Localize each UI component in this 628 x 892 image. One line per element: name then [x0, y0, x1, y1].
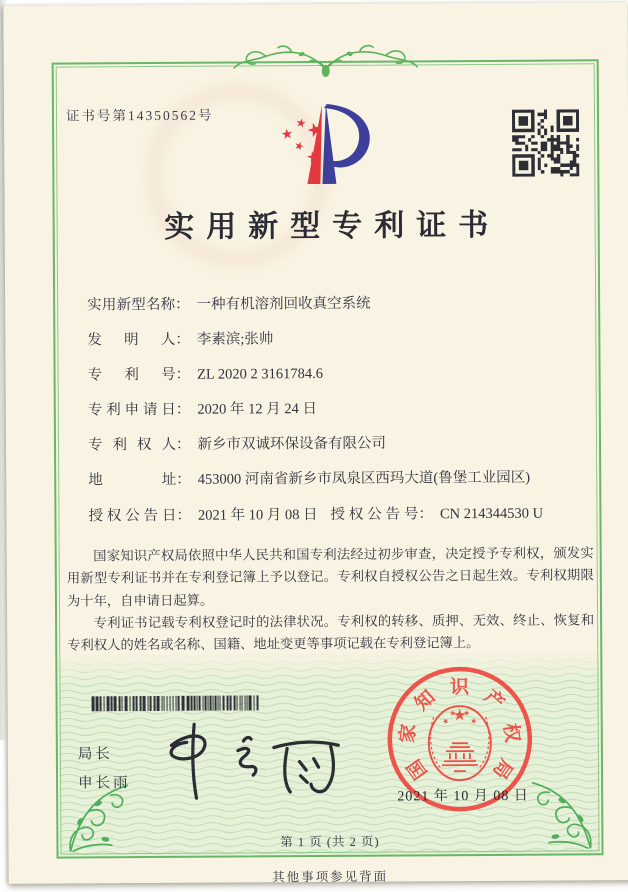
field-label: 实用新型名称 [87, 296, 176, 314]
border-top-ornament [232, 41, 420, 80]
seal-text-char: 识 [449, 677, 470, 699]
field-value: 新乡市双诚环保设备有限公司 [197, 435, 387, 453]
legal-paragraph: 专利证书记载专利权登记时的法律状况。专利权的转移、质押、无效、终止、恢复和专利权人的姓名或名称、国籍、地址变更等事项记载在专利登记簿上。 [67, 612, 595, 653]
certificate-number: 证书号第14350562号 [65, 107, 214, 124]
field-value: 一种有机溶剂回收真空系统 [196, 295, 371, 313]
seal-text-char: 局 [488, 754, 517, 783]
director-title: 局长 [77, 746, 113, 763]
page-number: 第 1 页 (共 2 页) [280, 834, 380, 850]
field-value: 453000 河南省新乡市凤泉区西玛大道(鲁堡工业园区) [197, 469, 531, 488]
field-value: 李素滨;张帅 [196, 331, 274, 348]
field-row-address: 地址： 453000 河南省新乡市凤泉区西玛大道(鲁堡工业园区) [88, 469, 531, 489]
seal-date: 2021 年 10 月 08 日 [397, 788, 529, 805]
seal-text-char: 产 [479, 686, 508, 715]
grant-number-group: 授权公告号： CN 214344530 U [330, 502, 543, 524]
field-label: 专利权人 [87, 436, 177, 454]
seal-text-char: 知 [411, 686, 440, 716]
seal-text-char: 权 [499, 722, 523, 744]
field-value: 2021 年 10 月 08 日 [197, 507, 318, 524]
certificate-title: 实用新型专利证书 [164, 208, 501, 244]
field-row-name: 实用新型名称： 一种有机溶剂回收真空系统 [87, 292, 371, 316]
director-name: 申长雨 [78, 775, 131, 792]
field-row-grant: 授权公告日： 2021 年 10 月 08 日 授权公告号： CN 214344530 U [88, 503, 317, 526]
seal-text-char: 家 [397, 722, 421, 745]
legal-text [67, 542, 595, 657]
field-row-patentee: 专利权人： 新乡市双诚环保设备有限公司 [88, 432, 386, 456]
back-side-note: 其他事项参见背面 [272, 869, 389, 885]
field-value: CN 214344530 U [439, 505, 544, 523]
qr-code [512, 109, 579, 176]
field-label: 发明人 [87, 331, 176, 349]
certificate-page [3, 2, 628, 884]
field-value: ZL 2020 2 3161784.6 [197, 365, 324, 383]
field-label: 专利号 [87, 366, 176, 384]
field-label: 授权公告号 [330, 506, 419, 523]
signature-script [142, 716, 353, 807]
director-block [78, 740, 131, 798]
legal-paragraph: 国家知识产权局依照中华人民共和国专利法经过初步审查，决定授予专利权，颁发实用新型专利证书并在专利登记簿上予以登记。专利权自授权公告之日起生效。专利权期限为十年，自申请日起算。 [66, 545, 594, 609]
cnipa-logo-icon [274, 98, 393, 191]
field-row-inventor: 发明人： 李素滨;张帅 [87, 327, 273, 350]
field-label: 专利申请日 [87, 401, 176, 419]
field-value: 2020 年 12 月 24 日 [197, 401, 317, 418]
field-row-filing-date: 专利申请日： 2020 年 12 月 24 日 [88, 397, 317, 420]
field-row-patent-no: 专利号： ZL 2020 2 3161784.6 [88, 362, 324, 385]
seal-text-char: 国 [403, 755, 432, 783]
field-label: 地址 [88, 471, 177, 489]
barcode [92, 695, 259, 711]
field-label: 授权公告日 [88, 507, 177, 525]
